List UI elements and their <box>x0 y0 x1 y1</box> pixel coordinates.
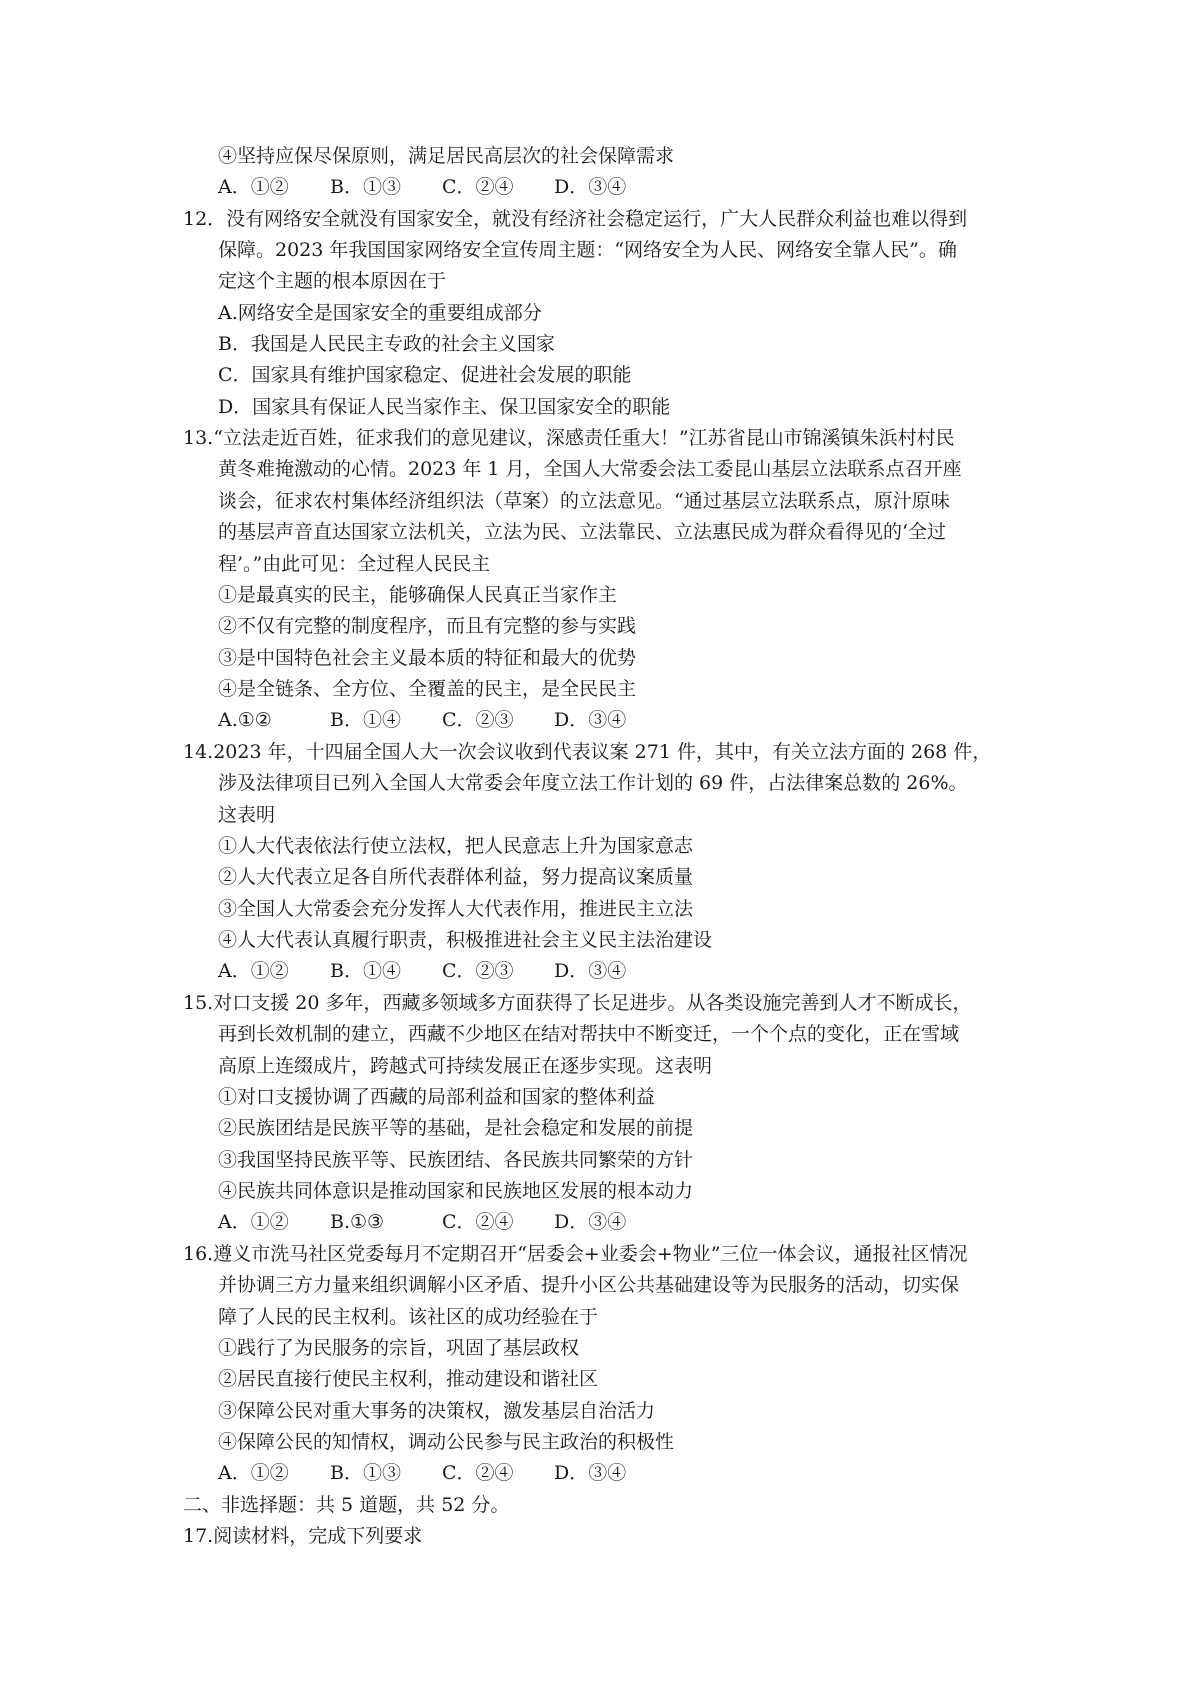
q15-option-c: C．②④ <box>442 1211 514 1233</box>
q11-option-c: C．②④ <box>442 176 514 198</box>
q13-item-2: ②不仅有完整的制度程序，而且有完整的参与实践 <box>218 615 637 637</box>
q15-item-4: ④民族共同体意识是推动国家和民族地区发展的根本动力 <box>218 1180 694 1202</box>
q13-option-b: B．①④ <box>330 709 401 731</box>
q12-option-a: A.网络安全是国家安全的重要组成部分 <box>218 302 542 324</box>
q16-stem-line-2: 并协调三方力量来组织调解小区矛盾、提升小区公共基础建设等为民服务的活动，切实保 <box>218 1274 960 1296</box>
q13-item-1: ①是最真实的民主，能够确保人民真正当家作主 <box>218 584 618 606</box>
q14-option-a: A．①② <box>218 960 289 982</box>
q17-stem-line-1: 17.阅读材料，完成下列要求 <box>183 1525 423 1547</box>
q15-option-a: A．①② <box>218 1211 289 1233</box>
q16-item-4: ④保障公民的知情权，调动公民参与民主政治的积极性 <box>218 1431 675 1453</box>
q16-option-d: D．③④ <box>554 1462 627 1484</box>
q13-item-3: ③是中国特色社会主义最本质的特征和最大的优势 <box>218 647 637 669</box>
q13-stem-line-4: 的基层声音直达国家立法机关，立法为民、立法靠民、立法惠民成为群众看得见的‘全过 <box>218 521 947 543</box>
q16-item-3: ③保障公民对重大事务的决策权，激发基层自治活力 <box>218 1400 656 1422</box>
q12-option-d: D．国家具有保证人民当家作主、保卫国家安全的职能 <box>218 396 671 418</box>
q15-option-d: D．③④ <box>554 1211 627 1233</box>
q14-option-b: B．①④ <box>330 960 401 982</box>
q15-stem-line-1: 15.对口支援 20 多年，西藏多领域多方面获得了长足进步。从各类设施完善到人才不断成长， <box>183 992 972 1014</box>
q14-option-c: C．②③ <box>442 960 514 982</box>
q14-item-2: ②人大代表立足各自所代表群体利益，努力提高议案质量 <box>218 866 694 888</box>
q15-item-2: ②民族团结是民族平等的基础，是社会稳定和发展的前提 <box>218 1117 694 1139</box>
q13-stem-line-5: 程’。”由此可见：全过程人民民主 <box>218 553 491 575</box>
q13-stem-line-1: 13.“立法走近百姓，征求我们的意见建议，深感责任重大！”江苏省昆山市锦溪镇朱浜村村民 <box>183 427 955 449</box>
section-2-heading: 二、非选择题：共 5 道题，共 52 分。 <box>183 1494 510 1516</box>
q12-stem-line-3: 定这个主题的根本原因在于 <box>218 270 447 292</box>
q11-option-a: A．①② <box>218 176 289 198</box>
q16-option-a: A．①② <box>218 1462 289 1484</box>
q15-item-1: ①对口支援协调了西藏的局部利益和国家的整体利益 <box>218 1086 656 1108</box>
q13-options <box>218 705 626 735</box>
q15-options <box>218 1207 626 1237</box>
q14-item-4: ④人大代表认真履行职责，积极推进社会主义民主法治建设 <box>218 929 713 951</box>
q15-item-3: ③我国坚持民族平等、民族团结、各民族共同繁荣的方针 <box>218 1149 694 1171</box>
q11-option-d: D．③④ <box>554 176 627 198</box>
q13-stem-line-2: 黄冬难掩激动的心情。2023 年 1 月，全国人大常委会法工委昆山基层立法联系点召开座 <box>218 458 962 480</box>
q13-stem-line-3: 谈会，征求农村集体经济组织法（草案）的立法意见。“通过基层立法联系点，原汁原味 <box>218 490 950 512</box>
q15-option-b: B.①③ <box>330 1211 385 1233</box>
q12-stem-line-1: 12．没有网络安全就没有国家安全，就没有经济社会稳定运行，广大人民群众利益也难以得到 <box>183 208 968 230</box>
q16-options <box>218 1458 626 1488</box>
q16-option-c: C．②④ <box>442 1462 514 1484</box>
q14-option-d: D．③④ <box>554 960 627 982</box>
q11-item-4: ④坚持应保尽保原则，满足居民高层次的社会保障需求 <box>218 145 675 167</box>
q12-stem-line-2: 保障。2023 年我国国家网络安全宣传周主题：“网络安全为人民、网络安全靠人民”。确 <box>218 239 957 261</box>
q11-options <box>218 172 626 202</box>
q13-option-a: A.①② <box>218 709 272 731</box>
q14-item-3: ③全国人大常委会充分发挥人大代表作用，推进民主立法 <box>218 898 694 920</box>
q14-stem-line-1: 14.2023 年，十四届全国人大一次会议收到代表议案 271 件，其中，有关立法方面的 268 件， <box>183 741 992 763</box>
q15-stem-line-2: 再到长效机制的建立，西藏不少地区在结对帮扶中不断变迁，一个个点的变化，正在雪域 <box>218 1023 960 1045</box>
q14-stem-line-3: 这表明 <box>218 804 276 826</box>
q16-stem-line-1: 16.遵义市洗马社区党委每月不定期召开“居委会+业委会+物业”三位一体会议，通报社区情况 <box>183 1243 968 1265</box>
q16-item-2: ②居民直接行使民主权利，推动建设和谐社区 <box>218 1368 599 1390</box>
q14-item-1: ①人大代表依法行使立法权，把人民意志上升为国家意志 <box>218 835 694 857</box>
q13-option-c: C．②③ <box>442 709 514 731</box>
q15-stem-line-3: 高原上连缀成片，跨越式可持续发展正在逐步实现。这表明 <box>218 1055 713 1077</box>
q12-option-c: C．国家具有维护国家稳定、促进社会发展的职能 <box>218 364 632 386</box>
q14-options <box>218 956 626 986</box>
q12-option-b: B．我国是人民民主专政的社会主义国家 <box>218 333 555 355</box>
q16-stem-line-3: 障了人民的民主权利。该社区的成功经验在于 <box>218 1306 599 1328</box>
q14-stem-line-2: 涉及法律项目已列入全国人大常委会年度立法工作计划的 69 件，占法律案总数的 26%。 <box>218 772 968 794</box>
q11-option-b: B．①③ <box>330 176 401 198</box>
q16-item-1: ①践行了为民服务的宗旨，巩固了基层政权 <box>218 1337 580 1359</box>
q13-option-d: D．③④ <box>554 709 627 731</box>
q13-item-4: ④是全链条、全方位、全覆盖的民主，是全民民主 <box>218 678 637 700</box>
q16-option-b: B．①③ <box>330 1462 401 1484</box>
